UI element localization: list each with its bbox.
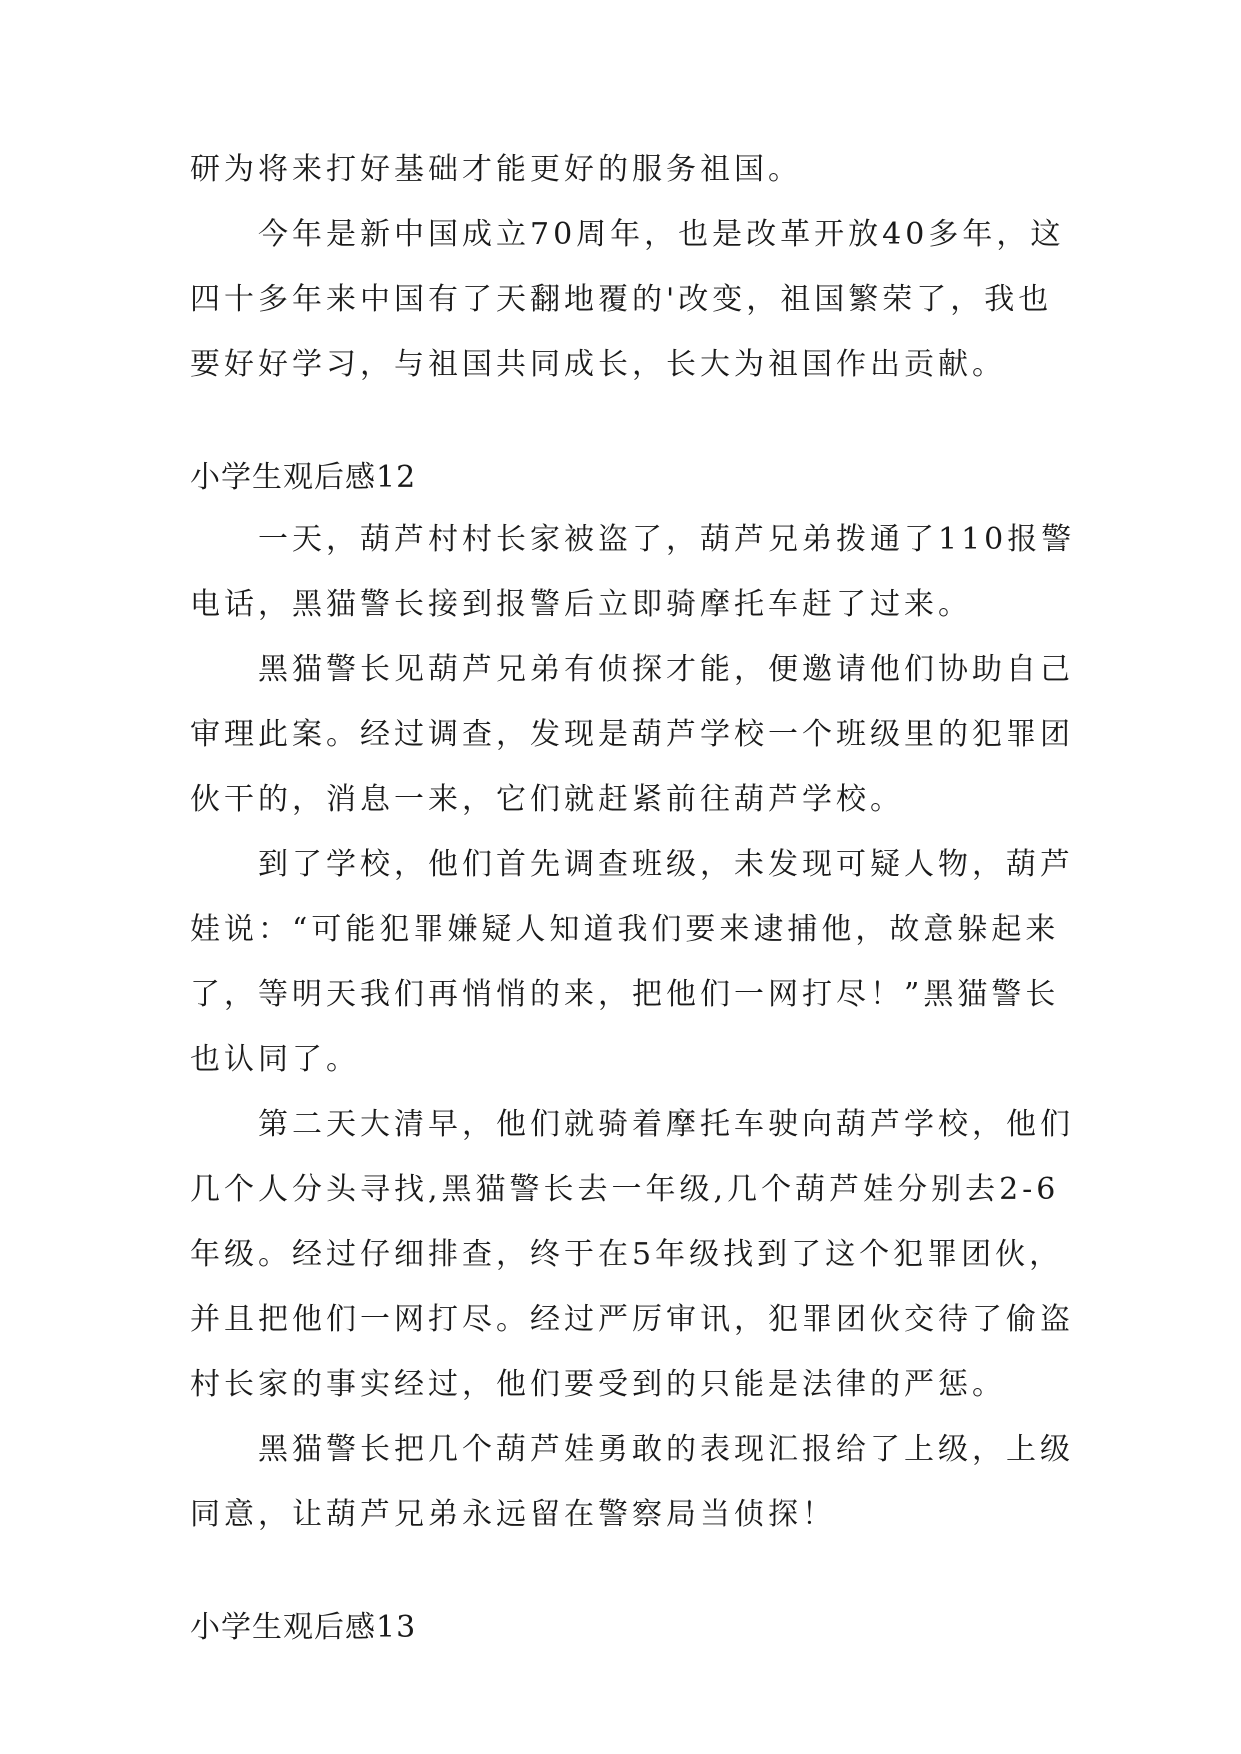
paragraph-line: 到了学校，他们首先调查班级，未发现可疑人物，葫芦 [258, 847, 1074, 882]
paragraph-line: 娃说：“可能犯罪嫌疑人知道我们要来逮捕他，故意躲起来 [190, 912, 1060, 947]
paragraph-line: 也认同了。 [190, 1042, 360, 1077]
paragraph-line: 几个人分头寻找,黑猫警长去一年级,几个葫芦娃分别去2-6 [190, 1172, 1060, 1207]
paragraph-line: 审理此案。经过调查，发现是葫芦学校一个班级里的犯罪团 [190, 717, 1074, 752]
paragraph-line: 伙干的，消息一来，它们就赶紧前往葫芦学校。 [190, 782, 904, 817]
paragraph-line: 黑猫警长见葫芦兄弟有侦探才能，便邀请他们协助自己 [258, 652, 1074, 687]
paragraph-line: 第二天大清早，他们就骑着摩托车驶向葫芦学校，他们 [258, 1107, 1074, 1142]
paragraph-line: 黑猫警长把几个葫芦娃勇敢的表现汇报给了上级，上级 [258, 1432, 1074, 1467]
paragraph-line: 年级。经过仔细排查，终于在5年级找到了这个犯罪团伙， [190, 1237, 1064, 1272]
paragraph-line: 同意，让葫芦兄弟永远留在警察局当侦探！ [190, 1497, 836, 1532]
paragraph-line: 一天，葫芦村村长家被盗了，葫芦兄弟拨通了110报警 [258, 522, 1076, 557]
paragraph-line: 今年是新中国成立70周年，也是改革开放40多年，这 [258, 217, 1065, 252]
paragraph-line: 并且把他们一网打尽。经过严厉审讯，犯罪团伙交待了偷盗 [190, 1302, 1074, 1337]
paragraph-line: 四十多年来中国有了天翻地覆的'改变，祖国繁荣了，我也 [190, 282, 1053, 317]
paragraph-line: 电话，黑猫警长接到报警后立即骑摩托车赶了过来。 [190, 587, 972, 622]
paragraph-line: 了，等明天我们再悄悄的来，把他们一网打尽！”黑猫警长 [190, 977, 1060, 1012]
section-heading: 小学生观后感13 [190, 1610, 417, 1645]
section-heading: 小学生观后感12 [190, 460, 417, 495]
paragraph-line: 要好好学习，与祖国共同成长，长大为祖国作出贡献。 [190, 347, 1006, 382]
paragraph-line: 研为将来打好基础才能更好的服务祖国。 [190, 152, 802, 187]
paragraph-line: 村长家的事实经过，他们要受到的只能是法律的严惩。 [190, 1367, 1006, 1402]
